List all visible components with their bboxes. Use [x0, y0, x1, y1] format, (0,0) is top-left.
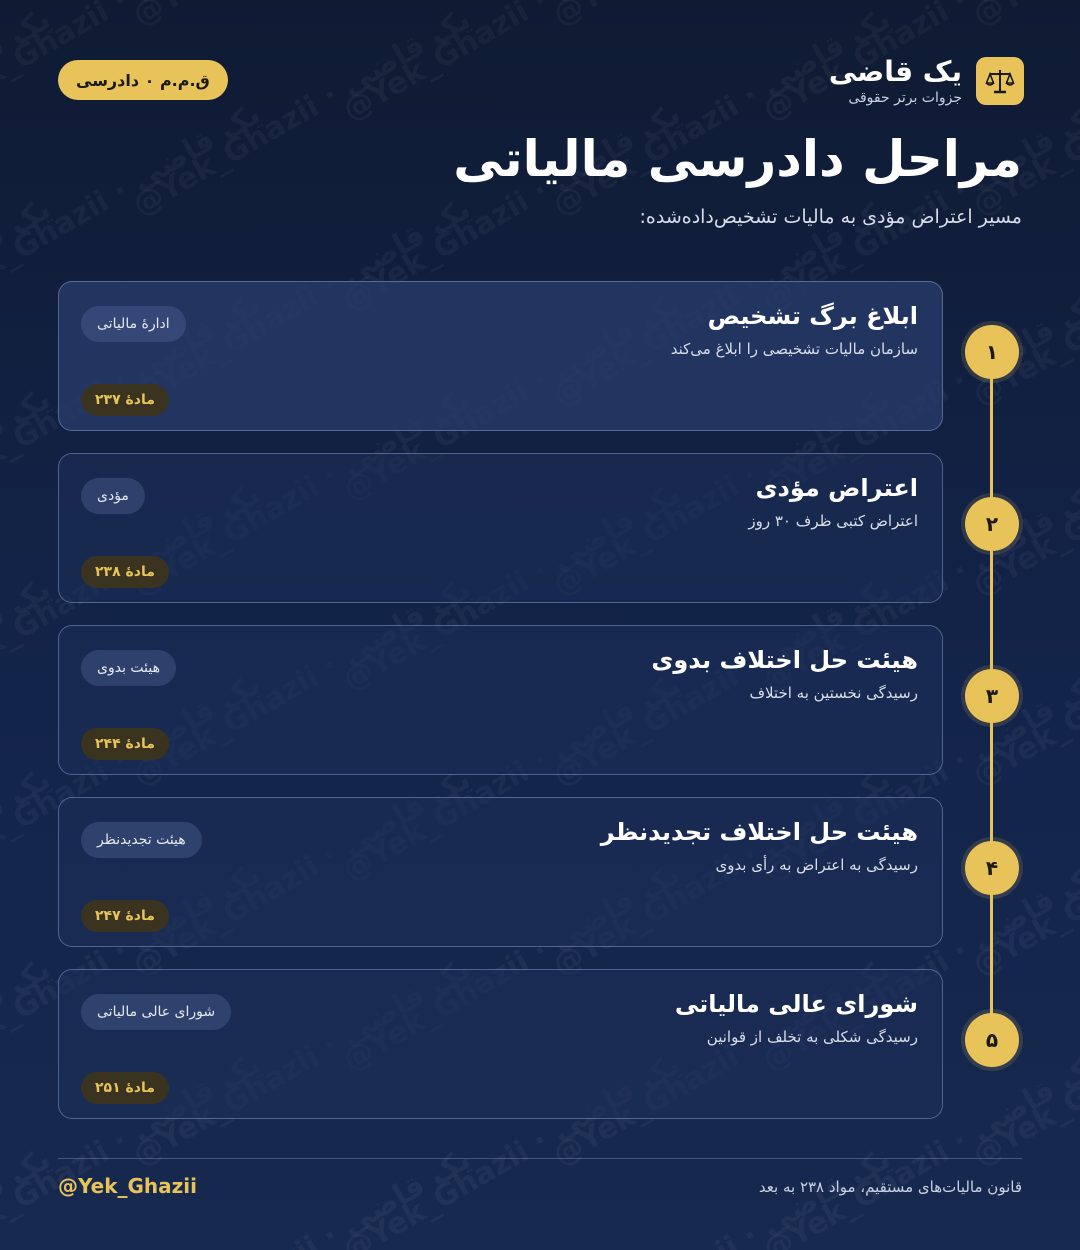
- page-subtitle: مسیر اعتراض مؤدی به مالیات تشخیص‌داده‌شده:: [639, 206, 1022, 228]
- step-card: [58, 625, 943, 775]
- step-description: اعتراض کتبی ظرف ۳۰ روز: [748, 512, 918, 530]
- step-title: هیئت حل اختلاف تجدیدنظر: [600, 818, 918, 846]
- step-description: رسیدگی شکلی به تخلف از قوانین: [706, 1028, 918, 1046]
- watermark-text: [0, 191, 57, 413]
- watermark-text: [0, 381, 57, 603]
- step-title: شورای عالی مالیاتی: [674, 990, 918, 1018]
- watermark-text: [967, 381, 1080, 603]
- watermark-text: [0, 1141, 57, 1250]
- watermark-text: [127, 0, 477, 34]
- article-badge: مادهٔ ۲۳۸: [81, 556, 169, 588]
- watermark-text: [0, 761, 57, 983]
- brand: [829, 56, 1024, 106]
- article-badge: مادهٔ ۲۵۱: [81, 1072, 169, 1104]
- step-number-badge: ۱: [965, 325, 1019, 379]
- brand-subtitle: جزوات برتر حقوقی: [848, 90, 962, 106]
- watermark-text: [967, 1, 1080, 223]
- watermark-text: [967, 0, 1080, 34]
- scales-icon: [976, 57, 1024, 105]
- watermark-text: [547, 0, 897, 34]
- footer-divider: [58, 1158, 1022, 1159]
- step-number-badge: ۲: [965, 497, 1019, 551]
- watermark-text: [0, 951, 57, 1173]
- watermark-text: [0, 0, 57, 34]
- step-card: [58, 797, 943, 947]
- step-card: [58, 453, 943, 603]
- watermark-text: [547, 1, 897, 223]
- step-title: ابلاغ برگ تشخیص: [707, 302, 918, 330]
- watermark-text: [337, 0, 687, 129]
- step-title: اعتراض مؤدی: [755, 474, 918, 502]
- actor-badge: مؤدی: [81, 478, 145, 514]
- topic-tag: ق.م.م ۰ دادرسی: [58, 60, 228, 100]
- step-description: رسیدگی به اعتراض به رأی بدوی: [715, 856, 918, 874]
- step-card: [58, 969, 943, 1119]
- step-number-badge: ۴: [965, 841, 1019, 895]
- step-description: سازمان مالیات تشخیصی را ابلاغ می‌کند: [670, 340, 918, 358]
- footer-source: قانون مالیات‌های مستقیم، مواد ۲۳۸ به بعد: [758, 1178, 1022, 1196]
- actor-badge: هیئت تجدیدنظر: [81, 822, 202, 858]
- actor-badge: هیئت بدوی: [81, 650, 176, 686]
- watermark-text: [127, 1, 477, 223]
- actor-badge: شورای عالی مالیاتی: [81, 994, 231, 1030]
- watermark-text: [0, 571, 57, 793]
- page-title: مراحل دادرسی مالیاتی: [453, 130, 1022, 188]
- article-badge: مادهٔ ۲۳۷: [81, 384, 169, 416]
- step-number-badge: ۳: [965, 669, 1019, 723]
- step-description: رسیدگی نخستین به اختلاف: [749, 684, 918, 702]
- brand-name: یک قاضی: [828, 55, 962, 88]
- watermark-text: [0, 1, 57, 223]
- step-number-badge: ۵: [965, 1013, 1019, 1067]
- actor-badge: ادارهٔ مالیاتی: [81, 306, 186, 342]
- step-title: هیئت حل اختلاف بدوی: [651, 646, 918, 674]
- article-badge: مادهٔ ۲۴۴: [81, 728, 169, 760]
- footer-handle: @Yek_Ghazii: [58, 1174, 198, 1198]
- step-card: [58, 281, 943, 431]
- article-badge: مادهٔ ۲۴۷: [81, 900, 169, 932]
